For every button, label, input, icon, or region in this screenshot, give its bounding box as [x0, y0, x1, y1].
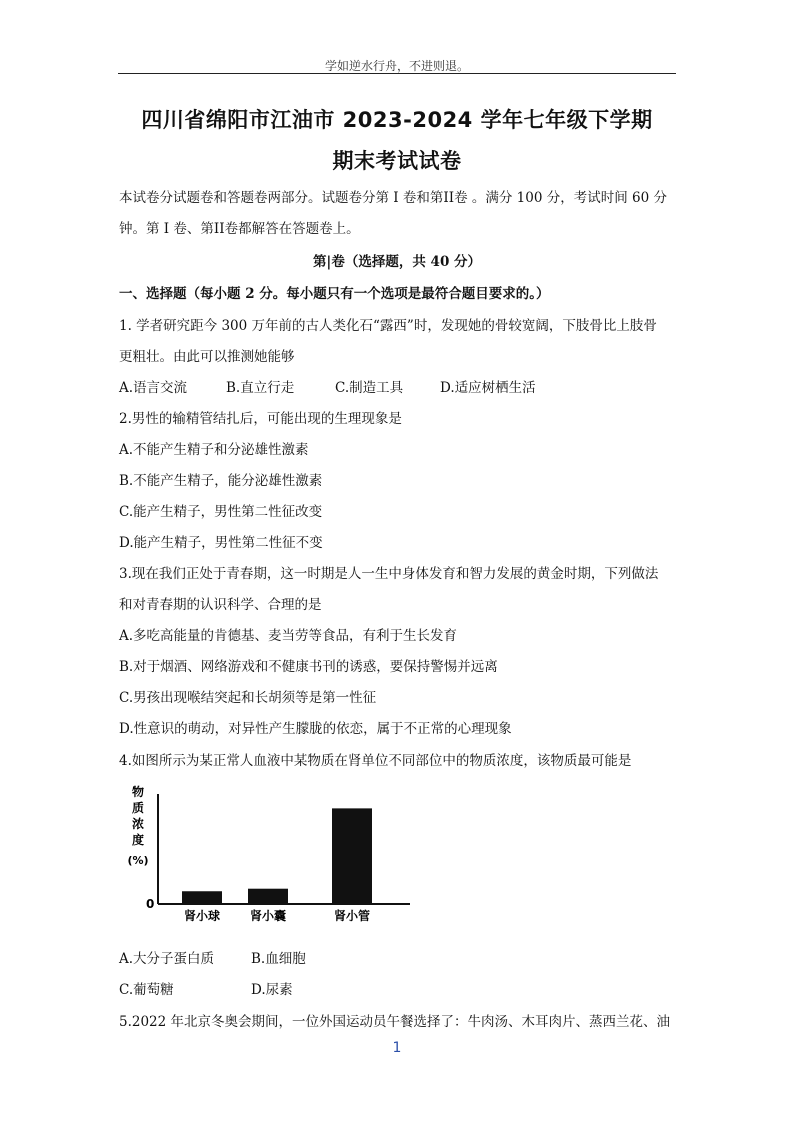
y-label-char: 度 [131, 833, 145, 847]
q4-stem: 4.如图所示为某正常人血液中某物质在肾单位不同部位中的物质浓度，该物质最可能是 [119, 753, 632, 769]
header-motto: 学如逆水行舟，不进则退。 [324, 59, 469, 73]
page-number: 1 [392, 1040, 402, 1056]
y-label-char: 物 [131, 785, 145, 799]
y-label-unit: (%) [127, 854, 149, 867]
chart-origin-label: 0 [146, 897, 155, 911]
y-label-char: 浓 [131, 817, 145, 831]
chart-bars [182, 808, 372, 904]
q2-stem: 2.男性的输精管结扎后，可能出现的生理现象是 [119, 411, 402, 427]
x-tick-label-0: 肾小球 [183, 909, 221, 923]
q2-option-d: D.能产生精子，男性第二性征不变 [119, 535, 323, 551]
q2-option-b: B.不能产生精子，能分泌雄性激素 [119, 473, 323, 489]
q4-option-d: D.尿素 [251, 982, 293, 998]
q5-stem: 5.2022 年北京冬奥会期间，一位外国运动员午餐选择了：牛肉汤、木耳肉片、蒸西兰花、油 [119, 1014, 671, 1030]
q1-option-a: A.语言交流 [119, 380, 188, 396]
q1-stem-line-2: 更粗壮。由此可以推测她能够 [119, 349, 295, 365]
exam-subtitle: 期末考试试卷 [332, 149, 462, 173]
q1-option-c: C.制造工具 [335, 380, 404, 396]
exam-title: 四川省绵阳市江油市 2023-2024 学年七年级下学期 [141, 108, 653, 132]
q4-option-c: C.葡萄糖 [119, 982, 174, 998]
intro-line-2: 钟。第 I 卷、第II卷都解答在答题卷上。 [119, 221, 360, 237]
q2-option-c: C.能产生精子，男性第二性征改变 [119, 504, 323, 520]
bar-1 [248, 889, 288, 904]
bar-0 [182, 891, 222, 904]
q3-option-b: B.对于烟酒、网络游戏和不健康书刊的诱惑，要保持警惕并远离 [119, 659, 498, 675]
part-heading: 一、选择题（每小题 2 分。每小题只有一个选项是最符合题目要求的。） [119, 286, 550, 302]
q3-option-c: C.男孩出现喉结突起和长胡须等是第一性征 [119, 690, 377, 706]
q1-option-d: D.适应树栖生活 [440, 380, 536, 396]
q1-stem-line-1: 1. 学者研究距今 300 万年前的古人类化石“露西”时，发现她的骨较宽阔，下肢骨比上肢骨 [119, 318, 657, 334]
q3-stem-line-2: 和对青春期的认识科学、合理的是 [119, 597, 322, 613]
q1-option-b: B.直立行走 [226, 380, 295, 396]
kidney-concentration-chart [120, 782, 420, 932]
q3-option-a: A.多吃高能量的肯德基、麦当劳等食品，有利于生长发育 [119, 628, 458, 644]
q3-option-d: D.性意识的萌动，对异性产生朦胧的依恋，属于不正常的心理现象 [119, 721, 512, 737]
q3-stem-line-1: 3.现在我们正处于青春期，这一时期是人一生中身体发育和智力发展的黄金时期，下列做法 [119, 566, 659, 582]
y-label-char: 质 [131, 801, 145, 815]
q4-option-b: B.血细胞 [251, 951, 306, 967]
q2-option-a: A.不能产生精子和分泌雄性激素 [119, 442, 309, 458]
x-tick-label-1: 肾小囊 [249, 909, 287, 923]
intro-line-1: 本试卷分试题卷和答题卷两部分。试题卷分第 I 卷和第II卷 。满分 100 分，考试时间 60 分 [119, 190, 667, 206]
chart-y-axis-label [127, 784, 148, 867]
q4-option-a: A.大分子蛋白质 [119, 951, 215, 967]
bar-2 [332, 808, 372, 904]
x-tick-label-2: 肾小管 [333, 909, 371, 923]
header-divider [118, 73, 676, 74]
section-title: 第|卷（选择题，共 40 分） [312, 254, 482, 270]
chart-x-tick-labels [184, 908, 370, 923]
